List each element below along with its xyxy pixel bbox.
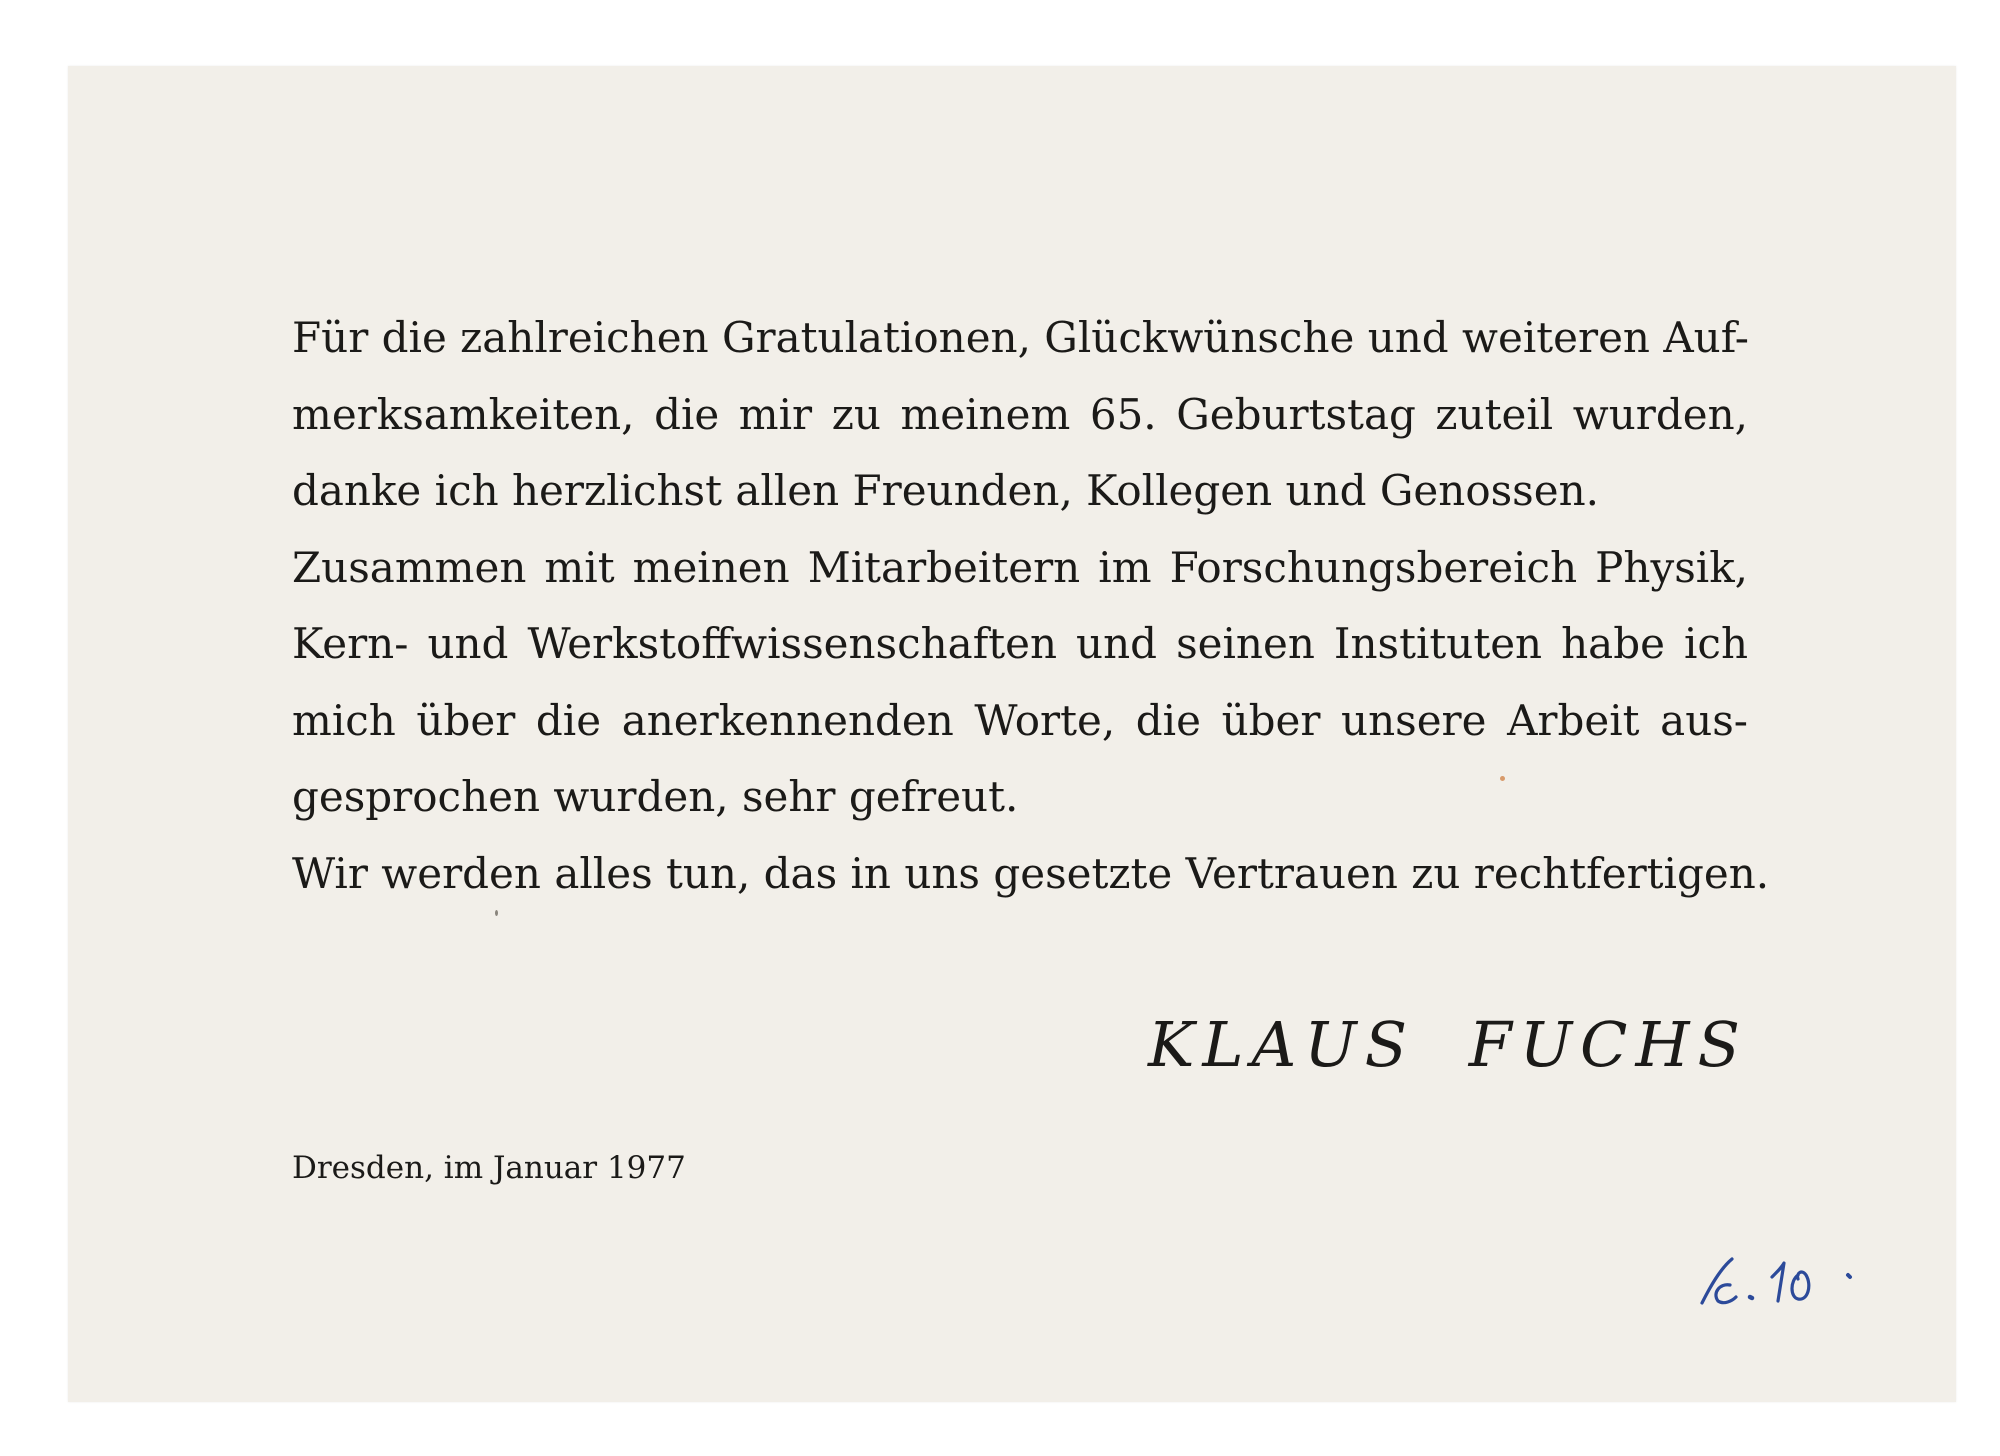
message-line: Für die zahlreichen Gratulationen, Glückwünsche und weiteren Auf- (292, 313, 1749, 362)
card-message (292, 300, 1770, 912)
message-line: Zusammen mit meinen Mitarbeitern im Forschungsbereich Physik, (292, 542, 1748, 592)
place-date: Dresden, im Januar 1977 (292, 1150, 686, 1186)
message-line: danke ich herzlichst allen Freunden, Kollegen und Genossen. (292, 466, 1599, 515)
message-line: Kern- und Werkstoffwissenschaften und seinen Instituten habe ich (292, 619, 1748, 668)
message-line: Wir werden alles tun, das in uns gesetzte Vertrauen zu rechtfertigen. (292, 848, 1770, 898)
signature-name: KLAUS FUCHS (1148, 1008, 1748, 1081)
message-line: merksamkeiten, die mir zu meinem 65. Geburtstag zuteil wurden, (292, 389, 1748, 439)
message-line: gesprochen wurden, sehr gefreut. (292, 772, 1019, 821)
handwritten-note (1680, 1245, 1870, 1315)
message-line: mich über die anerkennenden Worte, die über unsere Arbeit aus- (292, 695, 1748, 745)
